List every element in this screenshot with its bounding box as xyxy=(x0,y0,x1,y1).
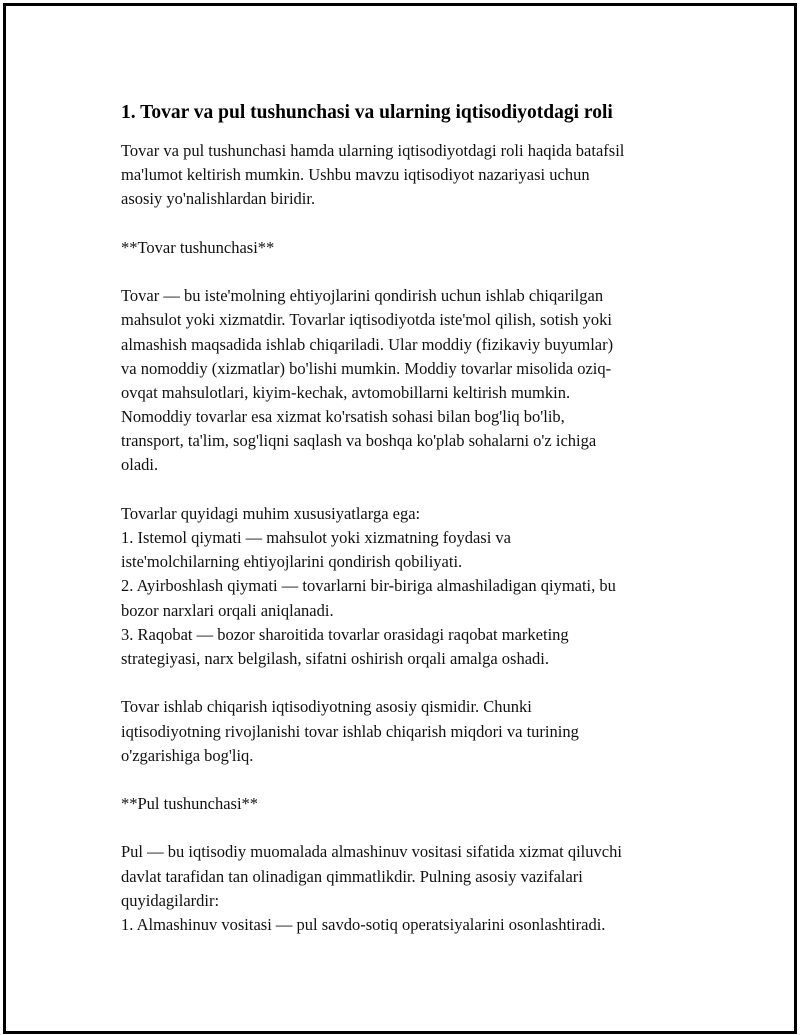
blank-line xyxy=(121,671,701,695)
blank-line xyxy=(121,478,701,502)
text-line: Pul — bu iqtisodiy muomalada almashinuv vositasi sifatida xizmat qiluvchi xyxy=(121,842,622,862)
text-line: transport, ta'lim, sog'liqni saqlash va boshqa ko'plab sohalarni o'z ichiga xyxy=(121,431,597,451)
text-line: bozor narxlari orqali aniqlanadi. xyxy=(121,600,334,620)
text-line: Tovar ishlab chiqarish iqtisodiyotning asosiy qismidir. Chunki xyxy=(121,697,532,717)
blank-line xyxy=(121,260,701,284)
text-line: ma'lumot keltirish mumkin. Ushbu mavzu iqtisodiyot nazariyasi uchun xyxy=(121,165,590,185)
text-line: Tovarlar quyidagi muhim xususiyatlarga ega: xyxy=(121,503,421,523)
text-line: almashish maqsadida ishlab chiqariladi. Ular moddiy (fizikaviy buyumlar) xyxy=(121,334,614,354)
text-line: 1. Almashinuv vositasi — pul savdo-sotiq operatsiyalarini osonlashtiradi. xyxy=(121,915,606,934)
text-line: mahsulot yoki xizmatdir. Tovarlar iqtisodiyotda iste'mol qilish, sotish yoki xyxy=(121,310,612,330)
text-line: oladi. xyxy=(121,455,159,475)
text-line: va nomoddiy (xizmatlar) bo'lishi mumkin. Moddiy tovarlar misolida oziq- xyxy=(121,358,612,378)
text-line: Tovar — bu iste'molning ehtiyojlarini qondirish uchun ishlab chiqarilgan xyxy=(121,286,604,306)
document-body xyxy=(121,139,701,937)
text-line: Nomoddiy tovarlar esa xizmat ko'rsatish sohasi bilan bog'liq bo'lib, xyxy=(121,407,565,427)
text-line: 3. Raqobat — bozor sharoitida tovarlar orasidagi raqobat marketing xyxy=(121,624,569,644)
text-line: ovqat mahsulotlari, kiyim-kechak, avtomobillarni keltirish mumkin. xyxy=(121,382,571,402)
blank-line xyxy=(121,212,701,236)
text-line: iste'molchilarning ehtiyojlarini qondirish qobiliyati. xyxy=(121,552,463,572)
text-line: strategiyasi, narx belgilash, sifatni oshirish orqali amalga oshadi. xyxy=(121,648,549,668)
text-line: **Pul tushunchasi** xyxy=(121,794,259,814)
blank-line xyxy=(121,768,701,792)
text-line: asosiy yo'nalishlardan biridir. xyxy=(121,189,316,209)
text-line: Tovar va pul tushunchasi hamda ularning iqtisodiyotdagi roli haqida batafsil xyxy=(121,141,625,160)
text-line: davlat tarafidan tan olinadigan qimmatlikdir. Pulning asosiy vazifalari xyxy=(121,866,583,886)
document-content xyxy=(121,100,701,937)
blank-line xyxy=(121,816,701,840)
text-line: **Tovar tushunchasi** xyxy=(121,237,275,257)
text-line: iqtisodiyotning rivojlanishi tovar ishlab chiqarish miqdori va turining xyxy=(121,721,579,741)
page-frame xyxy=(3,3,797,1034)
text-line: o'zgarishiga bog'liq. xyxy=(121,745,254,765)
text-line: 2. Ayirboshlash qiymati — tovarlarni bir-biriga almashiladigan qiymati, bu xyxy=(121,576,616,596)
document-title: 1. Tovar va pul tushunchasi va ularning iqtisodiyotdagi roli xyxy=(121,102,613,123)
text-line: quyidagilardir: xyxy=(121,890,220,910)
text-line: 1. Istemol qiymati — mahsulot yoki xizmatning foydasi va xyxy=(121,528,511,547)
